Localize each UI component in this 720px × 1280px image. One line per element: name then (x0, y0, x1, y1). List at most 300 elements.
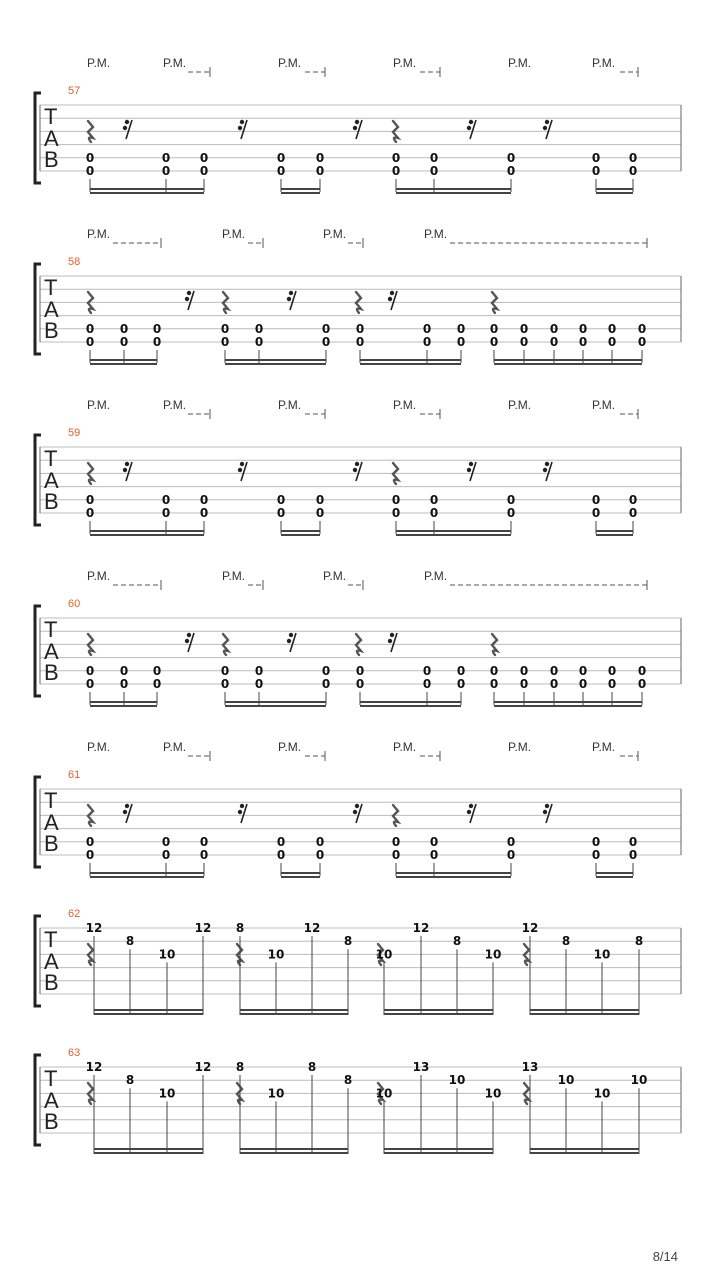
sixteenth-rest-flag (240, 804, 244, 808)
sixteenth-rest-flag (125, 120, 129, 124)
fret-number: 0 (422, 321, 432, 336)
beam (396, 872, 511, 874)
fret-number: 0 (607, 321, 617, 336)
tab-clef-letter: B (44, 660, 59, 685)
sixteenth-rest-flag (287, 297, 291, 301)
fret-number: 0 (628, 848, 638, 862)
fret-number: 0 (321, 663, 331, 678)
fret-number: 0 (199, 834, 209, 849)
sixteenth-rest-flag (545, 120, 549, 124)
fret-number: 0 (506, 848, 516, 862)
fret-number: 0 (119, 321, 129, 336)
fret-number: 0 (276, 834, 286, 849)
tab-clef-letter: A (44, 1088, 59, 1113)
fret-number: 0 (355, 335, 365, 349)
beam (240, 1013, 348, 1015)
beam (240, 1009, 348, 1011)
fret-number: 0 (254, 335, 264, 349)
fret-number: 0 (276, 150, 286, 165)
beam (494, 701, 642, 703)
sixteenth-rest-flag (355, 120, 359, 124)
fret-number: 0 (152, 321, 162, 336)
fret-number: 0 (506, 164, 516, 178)
sixteenth-rest-flag (123, 468, 127, 472)
fret-number: 0 (519, 663, 529, 678)
beam (360, 701, 461, 703)
fret-number: 0 (315, 164, 325, 178)
palm-mute-label: P.M. (222, 227, 246, 241)
beam (494, 363, 642, 365)
fret-number: 0 (549, 677, 559, 691)
sixteenth-rest-flag (287, 639, 291, 643)
fret-number: 0 (591, 848, 601, 862)
tab-clef-letter: T (44, 788, 58, 813)
fret-number: 0 (220, 677, 230, 691)
fret-number: 0 (429, 834, 439, 849)
fret-number: 0 (321, 677, 331, 691)
fret-number: 0 (161, 506, 171, 520)
fret-number: 0 (422, 335, 432, 349)
fret-number: 0 (85, 506, 95, 520)
palm-mute-label: P.M. (424, 569, 448, 583)
beam (94, 1152, 203, 1154)
beam (396, 188, 511, 190)
fret-number: 0 (152, 663, 162, 678)
tab-clef-letter: A (44, 297, 59, 322)
fret-number: 0 (489, 663, 499, 678)
fret-number: 0 (519, 677, 529, 691)
fret-number: 12 (521, 921, 539, 935)
beam (90, 534, 204, 536)
fret-number: 0 (506, 506, 516, 520)
fret-number: 0 (607, 663, 617, 678)
fret-number: 0 (637, 677, 647, 691)
tab-clef-letter: B (44, 318, 59, 343)
beam (494, 705, 642, 707)
fret-number: 8 (452, 934, 462, 949)
palm-mute-label: P.M. (87, 398, 111, 412)
fret-number: 8 (343, 934, 353, 949)
beam (90, 876, 204, 878)
beam (281, 530, 320, 532)
fret-number: 0 (85, 663, 95, 678)
fret-number: 0 (506, 492, 516, 507)
sixteenth-rest-flag (123, 126, 127, 130)
palm-mute-label: P.M. (508, 740, 532, 754)
fret-number: 0 (199, 848, 209, 862)
fret-number: 0 (578, 663, 588, 678)
fret-number: 0 (391, 492, 401, 507)
measure-number: 63 (68, 1047, 81, 1059)
fret-number: 0 (315, 848, 325, 862)
sixteenth-rest-flag (469, 120, 473, 124)
beam (225, 705, 326, 707)
fret-number: 0 (506, 150, 516, 165)
fret-number: 8 (235, 921, 245, 935)
beam (494, 359, 642, 361)
palm-mute-label: P.M. (393, 398, 417, 412)
fret-number: 0 (607, 335, 617, 349)
fret-number: 0 (276, 506, 286, 520)
fret-number: 0 (315, 506, 325, 520)
tab-clef-letter: T (44, 275, 58, 300)
palm-mute-label: P.M. (393, 740, 417, 754)
fret-number: 0 (628, 834, 638, 849)
fret-number: 0 (391, 164, 401, 178)
beam (384, 1152, 493, 1154)
beam (281, 188, 320, 190)
palm-mute-label: P.M. (163, 398, 187, 412)
fret-number: 0 (628, 150, 638, 165)
tab-clef-letter: A (44, 126, 59, 151)
fret-number: 0 (489, 335, 499, 349)
beam (396, 876, 511, 878)
palm-mute-label: P.M. (508, 56, 532, 70)
fret-number: 0 (161, 150, 171, 165)
beam (360, 705, 461, 707)
sixteenth-rest-flag (240, 120, 244, 124)
palm-mute-label: P.M. (592, 56, 616, 70)
fret-number: 0 (429, 150, 439, 165)
palm-mute-label: P.M. (87, 56, 111, 70)
sixteenth-rest-flag (469, 462, 473, 466)
fret-number: 0 (254, 677, 264, 691)
fret-number: 0 (355, 677, 365, 691)
fret-number: 0 (315, 834, 325, 849)
tab-clef-letter: T (44, 617, 58, 642)
beam (596, 534, 633, 536)
fret-number: 13 (521, 1060, 539, 1074)
fret-number: 0 (276, 164, 286, 178)
sixteenth-rest-flag (187, 633, 191, 637)
fret-number: 0 (578, 321, 588, 336)
fret-number: 0 (161, 164, 171, 178)
fret-number: 0 (276, 492, 286, 507)
fret-number: 0 (637, 663, 647, 678)
beam (396, 192, 511, 194)
fret-number: 0 (161, 492, 171, 507)
beam (530, 1152, 639, 1154)
fret-number: 0 (85, 677, 95, 691)
fret-number: 8 (343, 1073, 353, 1088)
fret-number: 0 (456, 335, 466, 349)
beam (94, 1148, 203, 1150)
sixteenth-rest-flag (355, 462, 359, 466)
fret-number: 10 (375, 947, 393, 962)
fret-number: 10 (593, 1086, 611, 1101)
sixteenth-rest-flag (187, 291, 191, 295)
fret-number: 12 (85, 1060, 103, 1074)
palm-mute-label: P.M. (163, 740, 187, 754)
beam (90, 188, 204, 190)
fret-number: 0 (220, 663, 230, 678)
sixteenth-rest-flag (238, 810, 242, 814)
sixteenth-rest-flag (289, 291, 293, 295)
tab-clef-letter: A (44, 949, 59, 974)
beam (384, 1009, 493, 1011)
fret-number: 10 (630, 1073, 648, 1088)
fret-number: 0 (85, 834, 95, 849)
palm-mute-label: P.M. (424, 227, 448, 241)
fret-number: 0 (391, 848, 401, 862)
beam (90, 192, 204, 194)
beam (396, 530, 511, 532)
sixteenth-rest-flag (353, 810, 357, 814)
sixteenth-rest-flag (353, 468, 357, 472)
palm-mute-label: P.M. (278, 398, 302, 412)
fret-number: 0 (506, 834, 516, 849)
fret-number: 0 (591, 164, 601, 178)
fret-number: 0 (85, 335, 95, 349)
measure-number: 58 (68, 256, 81, 268)
fret-number: 0 (254, 663, 264, 678)
fret-number: 0 (456, 663, 466, 678)
fret-number: 0 (321, 321, 331, 336)
fret-number: 0 (199, 506, 209, 520)
beam (281, 534, 320, 536)
fret-number: 0 (489, 321, 499, 336)
fret-number: 10 (557, 1073, 575, 1088)
fret-number: 10 (448, 1073, 466, 1088)
fret-number: 0 (85, 150, 95, 165)
beam (281, 872, 320, 874)
tab-clef-letter: A (44, 639, 59, 664)
beam (530, 1013, 639, 1015)
beam (90, 363, 157, 365)
fret-number: 13 (412, 1060, 430, 1074)
fret-number: 0 (220, 321, 230, 336)
beam (360, 363, 461, 365)
palm-mute-label: P.M. (278, 740, 302, 754)
fret-number: 0 (85, 848, 95, 862)
fret-number: 0 (119, 677, 129, 691)
fret-number: 10 (158, 947, 176, 962)
beam (240, 1148, 348, 1150)
palm-mute-label: P.M. (163, 56, 187, 70)
beam (281, 876, 320, 878)
palm-mute-label: P.M. (87, 569, 111, 583)
sixteenth-rest-flag (388, 297, 392, 301)
fret-number: 0 (152, 677, 162, 691)
fret-number: 0 (199, 164, 209, 178)
measure-number: 61 (68, 769, 81, 781)
fret-number: 0 (489, 677, 499, 691)
fret-number: 12 (303, 921, 321, 935)
beam (360, 359, 461, 361)
sixteenth-rest-flag (390, 633, 394, 637)
palm-mute-label: P.M. (87, 740, 111, 754)
fret-number: 0 (391, 150, 401, 165)
fret-number: 10 (267, 1086, 285, 1101)
sixteenth-rest-flag (388, 639, 392, 643)
beam (281, 192, 320, 194)
sixteenth-rest-flag (240, 462, 244, 466)
fret-number: 12 (194, 921, 212, 935)
beam (90, 530, 204, 532)
sixteenth-rest-flag (125, 462, 129, 466)
beam (530, 1009, 639, 1011)
sixteenth-rest-flag (238, 468, 242, 472)
fret-number: 0 (637, 335, 647, 349)
palm-mute-label: P.M. (323, 569, 347, 583)
fret-number: 8 (307, 1060, 317, 1074)
fret-number: 0 (429, 164, 439, 178)
fret-number: 0 (315, 492, 325, 507)
palm-mute-label: P.M. (508, 398, 532, 412)
page-number: 8/14 (652, 1249, 678, 1264)
fret-number: 0 (391, 834, 401, 849)
fret-number: 8 (235, 1060, 245, 1074)
measure-number: 57 (68, 85, 81, 97)
beam (94, 1009, 203, 1011)
fret-number: 0 (422, 663, 432, 678)
fret-number: 0 (456, 677, 466, 691)
beam (530, 1148, 639, 1150)
fret-number: 0 (321, 335, 331, 349)
fret-number: 0 (456, 321, 466, 336)
fret-number: 12 (85, 921, 103, 935)
fret-number: 10 (267, 947, 285, 962)
beam (90, 359, 157, 361)
beam (596, 530, 633, 532)
sixteenth-rest-flag (545, 804, 549, 808)
sixteenth-rest-flag (185, 297, 189, 301)
tab-clef-letter: T (44, 446, 58, 471)
fret-number: 8 (561, 934, 571, 949)
beam (240, 1152, 348, 1154)
palm-mute-label: P.M. (278, 56, 302, 70)
fret-number: 0 (429, 506, 439, 520)
fret-number: 0 (637, 321, 647, 336)
sixteenth-rest-flag (125, 804, 129, 808)
fret-number: 0 (607, 677, 617, 691)
beam (384, 1148, 493, 1150)
fret-number: 0 (152, 335, 162, 349)
palm-mute-label: P.M. (592, 740, 616, 754)
measure-number: 60 (68, 598, 81, 610)
sixteenth-rest-flag (467, 810, 471, 814)
fret-number: 0 (628, 506, 638, 520)
fret-number: 12 (412, 921, 430, 935)
beam (596, 876, 633, 878)
tab-clef-letter: B (44, 1109, 59, 1134)
tab-clef-letter: A (44, 468, 59, 493)
fret-number: 0 (591, 506, 601, 520)
palm-mute-label: P.M. (592, 398, 616, 412)
palm-mute-label: P.M. (323, 227, 347, 241)
beam (596, 872, 633, 874)
tab-clef-letter: B (44, 147, 59, 172)
fret-number: 0 (519, 335, 529, 349)
beam (94, 1013, 203, 1015)
fret-number: 12 (194, 1060, 212, 1074)
tab-clef-letter: A (44, 810, 59, 835)
beam (384, 1013, 493, 1015)
fret-number: 0 (199, 492, 209, 507)
sixteenth-rest-flag (289, 633, 293, 637)
tab-clef-letter: B (44, 970, 59, 995)
fret-number: 0 (355, 663, 365, 678)
sixteenth-rest-flag (355, 804, 359, 808)
fret-number: 10 (593, 947, 611, 962)
tab-clef-letter: B (44, 489, 59, 514)
fret-number: 0 (591, 150, 601, 165)
palm-mute-label: P.M. (222, 569, 246, 583)
fret-number: 0 (85, 492, 95, 507)
sixteenth-rest-flag (123, 810, 127, 814)
tab-clef-letter: T (44, 1066, 58, 1091)
fret-number: 8 (125, 934, 135, 949)
beam (396, 534, 511, 536)
beam (225, 701, 326, 703)
beam (225, 359, 326, 361)
sixteenth-rest-flag (185, 639, 189, 643)
sixteenth-rest-flag (543, 468, 547, 472)
fret-number: 0 (591, 492, 601, 507)
fret-number: 0 (578, 677, 588, 691)
fret-number: 0 (429, 848, 439, 862)
fret-number: 10 (484, 947, 502, 962)
sixteenth-rest-flag (353, 126, 357, 130)
measure-number: 62 (68, 908, 81, 920)
fret-number: 0 (85, 321, 95, 336)
sixteenth-rest-flag (545, 462, 549, 466)
fret-number: 0 (591, 834, 601, 849)
sixteenth-rest-flag (469, 804, 473, 808)
fret-number: 0 (549, 335, 559, 349)
fret-number: 10 (375, 1086, 393, 1101)
fret-number: 0 (161, 834, 171, 849)
fret-number: 10 (158, 1086, 176, 1101)
fret-number: 0 (429, 492, 439, 507)
fret-number: 0 (549, 321, 559, 336)
fret-number: 0 (628, 492, 638, 507)
sixteenth-rest-flag (543, 126, 547, 130)
fret-number: 0 (578, 335, 588, 349)
beam (596, 192, 633, 194)
tab-clef-letter: B (44, 831, 59, 856)
fret-number: 0 (161, 848, 171, 862)
fret-number: 0 (355, 321, 365, 336)
fret-number: 0 (549, 663, 559, 678)
fret-number: 0 (85, 164, 95, 178)
beam (90, 701, 157, 703)
fret-number: 0 (119, 335, 129, 349)
palm-mute-label: P.M. (393, 56, 417, 70)
tab-clef-letter: T (44, 104, 58, 129)
fret-number: 0 (391, 506, 401, 520)
fret-number: 0 (422, 677, 432, 691)
beam (596, 188, 633, 190)
fret-number: 0 (628, 164, 638, 178)
fret-number: 10 (484, 1086, 502, 1101)
fret-number: 8 (125, 1073, 135, 1088)
sixteenth-rest-flag (238, 126, 242, 130)
fret-number: 0 (199, 150, 209, 165)
fret-number: 0 (519, 321, 529, 336)
fret-number: 0 (276, 848, 286, 862)
beam (90, 705, 157, 707)
measure-number: 59 (68, 427, 81, 439)
tab-clef-letter: T (44, 927, 58, 952)
fret-number: 0 (220, 335, 230, 349)
sixteenth-rest-flag (467, 468, 471, 472)
fret-number: 0 (119, 663, 129, 678)
beam (225, 363, 326, 365)
fret-number: 8 (634, 934, 644, 949)
palm-mute-label: P.M. (87, 227, 111, 241)
beam (90, 872, 204, 874)
